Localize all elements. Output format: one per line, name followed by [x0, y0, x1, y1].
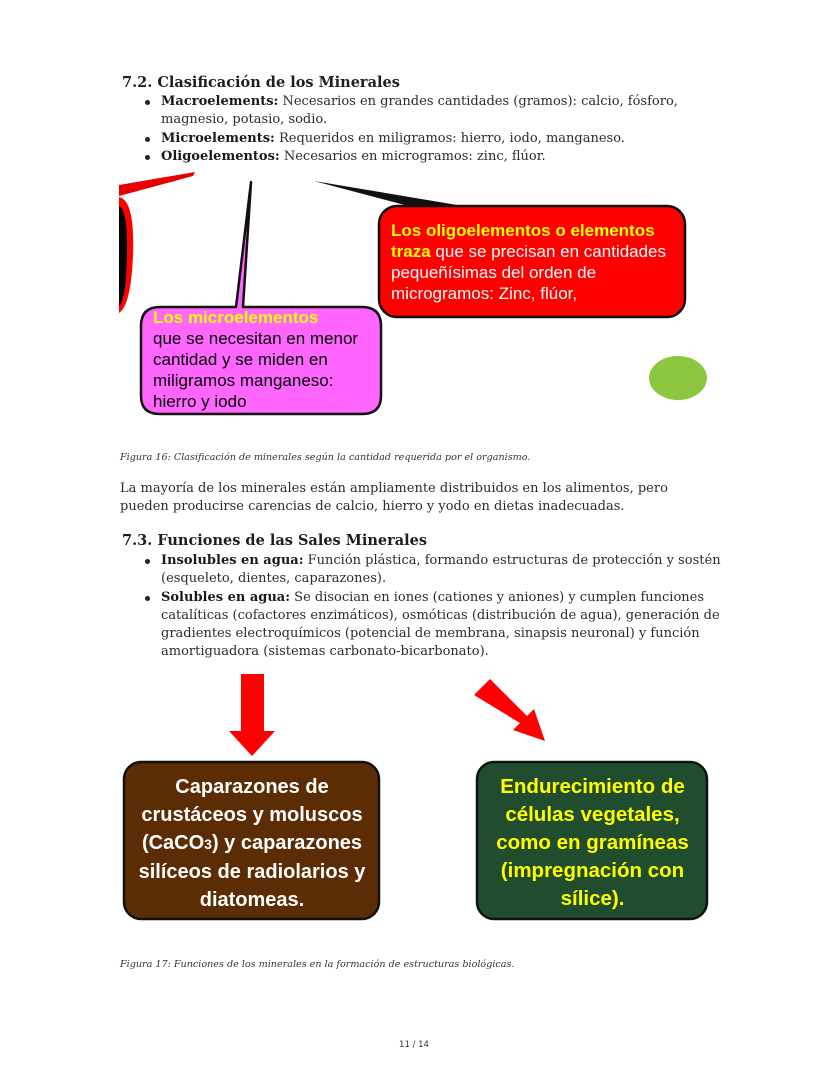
arrow-diagonal-icon [474, 679, 545, 741]
section-heading-7-3: 7.3. Funciones de las Sales Minerales [122, 532, 428, 549]
microelements-bubble-text: Los microelementos que se necesitan en menor cantidad y se miden en miligramos manganeso: hierro y iodo [153, 308, 359, 411]
figure-17-caption: Figura 17: Funciones de los minerales en la formación de estructuras biológicas. [120, 959, 515, 970]
list-item: Oligoelementos: Necesarios en microgramos: zinc, flúor. [143, 148, 723, 166]
plant-cells-box-text: Endurecimiento de células vegetales, como en gramíneas (impregnación con sílice). [496, 775, 689, 910]
section-heading-7-2: 7.2. Clasificación de los Minerales [122, 74, 400, 91]
body-paragraph: La mayoría de los minerales están ampliamente distribuidos en los alimentos, pero pueden producirse carencias de calcio, hierro y yodo en dietas inadecuadas. [120, 481, 668, 515]
page-number: 11 / 14 [399, 1040, 429, 1050]
arrow-down-icon [229, 674, 275, 756]
figure-16-caption: Figura 16: Clasificación de minerales según la cantidad requerida por el organismo. [120, 452, 531, 463]
list-item: Insolubles en agua: Función plástica, formando estructuras de protección y sostén (esqueleto, dientes, caparazones). [143, 552, 723, 589]
list-item: Macroelements: Necesarios en grandes cantidades (gramos): calcio, fósforo, magnesio, potasio, sodio. [143, 93, 723, 130]
shells-box-text: Caparazones de crustáceos y moluscos (CaCO3) y caparazones silíceos de radiolarios y diatomeas. [138, 776, 366, 911]
list-item: Microelements: Requeridos en miligramos: hierro, iodo, manganeso. [143, 130, 723, 148]
list-item: Solubles en agua: Se disocian en iones (cationes y aniones) y cumplen funciones catalíticas (cofactores enzimáticos), osmóticas (distribución de agua), generación de gradientes electroquímicos (potencial de membrana, sinapsis neuronal) y función amortiguadora (sistemas carbonato-bicarbonato). [143, 589, 723, 662]
oligoelements-bubble-text: Los oligoelementos o elementos traza que se precisan en cantidades pequeñísimas del orden de microgramos: Zinc, flúor, [391, 221, 667, 303]
